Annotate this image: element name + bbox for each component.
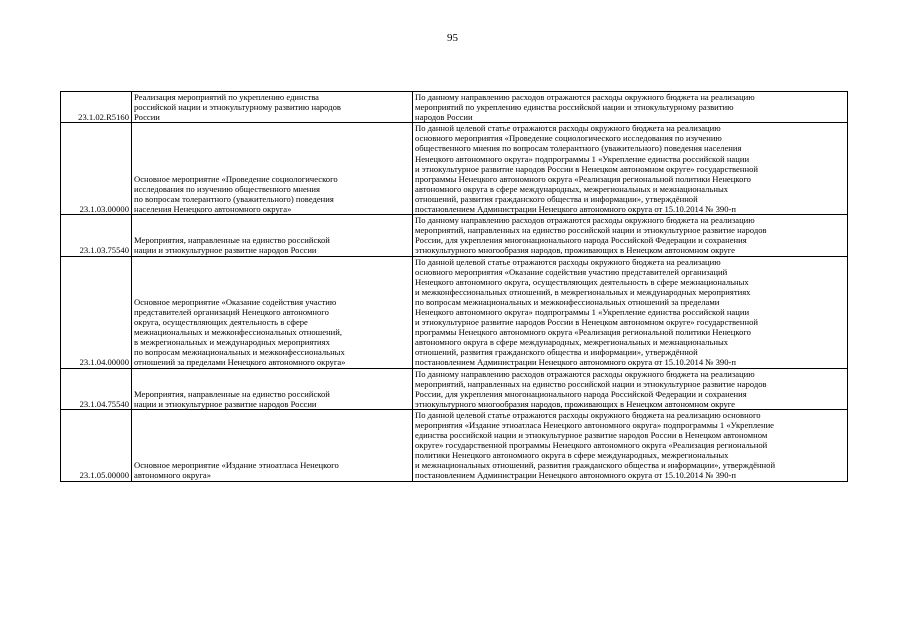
article-name-line: представителей организаций Ненецкого автономного xyxy=(134,306,329,317)
page-number: 95 xyxy=(447,32,458,44)
article-name-line: Основное мероприятие «Проведение социологического xyxy=(134,173,338,184)
description-line: отношений, развития гражданского общества и информации», утверждённой xyxy=(415,347,698,358)
article-name-line: Мероприятия, направленные на единство российской xyxy=(134,388,330,399)
description-line: программы Ненецкого автономного округа «Реализация региональной политики Ненецкого xyxy=(415,327,751,338)
description-line: автономного округа в сфере международных, межрегиональных и межнациональных xyxy=(415,183,729,194)
description-line: единства российской нации и этнокультурное развитие народов России в Ненецком автономном xyxy=(415,430,768,441)
table-row xyxy=(61,92,848,123)
description-line: По данному направлению расходов отражаются расходы окружного бюджета на реализацию xyxy=(415,368,755,379)
description-line: Ненецкого автономного округа, осуществляющих деятельность в сфере межнациональных xyxy=(415,276,749,287)
article-name-cell xyxy=(132,368,413,409)
description-line: народов России xyxy=(415,112,473,123)
article-name-line: межнациональных и межконфессиональных отношений, xyxy=(134,327,343,338)
article-name-line: по вопросам толерантного (уважительного) поведения xyxy=(134,193,334,204)
description-line: России, для укрепления многонационального народа Российской Федерации и сохранения xyxy=(415,388,747,399)
target-code-cell: 23.1.04.75540 xyxy=(61,368,132,409)
article-name-line: Основное мероприятие «Оказание содействия участию xyxy=(134,296,337,307)
article-name-cell xyxy=(132,409,413,481)
table-row xyxy=(61,368,848,409)
description-line: основного мероприятия «Проведение социологического исследования по изучению xyxy=(415,133,722,144)
description-line: общественного мнения по вопросам толерантного (уважительного) поведения населения xyxy=(415,143,742,154)
target-code-cell: 23.1.05.00000 xyxy=(61,409,132,481)
description-line: постановлением Администрации Ненецкого автономного округа от 15.10.2014 № 390-п xyxy=(415,204,736,215)
article-name-line: российской нации и этнокультурному развитию народов xyxy=(134,102,341,113)
description-line: и этнокультурное развитие народов России в Ненецком автономном округе» государственной xyxy=(415,163,758,174)
article-name-line: Реализация мероприятий по укреплению единства xyxy=(134,92,319,102)
article-name-cell xyxy=(132,92,413,123)
description-cell xyxy=(413,256,848,368)
table-row xyxy=(61,409,848,481)
target-code-cell: 23.1.04.00000 xyxy=(61,256,132,368)
article-name-line: отношений за пределами Ненецкого автономного округа» xyxy=(134,357,346,368)
description-cell xyxy=(413,123,848,215)
description-cell xyxy=(413,409,848,481)
description-line: основного мероприятия «Оказание содействия участию представителей организаций xyxy=(415,266,728,277)
description-line: этнокультурного многообразия народов, проживающих в Ненецком автономном округе xyxy=(415,398,735,409)
description-cell xyxy=(413,215,848,256)
description-line: этнокультурного многообразия народов, проживающих в Ненецком автономном округе xyxy=(415,245,735,256)
description-line: мероприятий, направленных на единство российской нации и этнокультурное развитие народов xyxy=(415,225,767,236)
description-line: программы Ненецкого автономного округа «Реализация региональной политики Ненецкого xyxy=(415,173,751,184)
article-name-line: Основное мероприятие «Издание этноатласа Ненецкого xyxy=(134,460,339,471)
description-line: политики Ненецкого автономного округа в сфере международных, межрегиональных xyxy=(415,450,729,461)
description-line: По данному направлению расходов отражаются расходы окружного бюджета на реализацию xyxy=(415,215,755,226)
target-code-cell: 23.1.02.R5160 xyxy=(61,92,132,123)
article-name-line: России xyxy=(134,112,160,123)
target-code-cell: 23.1.03.00000 xyxy=(61,123,132,215)
article-name-line: округа, осуществляющих деятельность в сфере xyxy=(134,317,308,328)
description-line: мероприятия «Издание этноатласа Ненецкого автономного округа» подпрограммы 1 «Укрепление xyxy=(415,420,774,430)
description-line: постановлением Администрации Ненецкого автономного округа от 15.10.2014 № 390-п xyxy=(415,470,736,481)
table-row xyxy=(61,123,848,215)
budget-classification-table xyxy=(60,91,848,482)
description-cell xyxy=(413,368,848,409)
article-name-cell xyxy=(132,215,413,256)
description-line: постановлением Администрации Ненецкого автономного округа от 15.10.2014 № 390-п xyxy=(415,357,736,368)
description-line: округе» государственной программы Ненецкого автономного округа «Реализация региональной xyxy=(415,440,768,451)
article-name-line: исследования по изучению общественного мнения xyxy=(134,183,320,194)
article-name-line: автономного округа» xyxy=(134,470,212,481)
description-line: и межконфессиональных отношений, в межрегиональных и международных мероприятиях xyxy=(415,286,751,297)
description-line: отношений, развития гражданского общества и информации», утверждённой xyxy=(415,193,698,204)
description-line: По данной целевой статье отражаются расходы окружного бюджета на реализацию xyxy=(415,123,721,134)
article-name-line: нации и этнокультурное развитие народов России xyxy=(134,398,317,409)
article-name-cell xyxy=(132,123,413,215)
article-name-line: нации и этнокультурное развитие народов России xyxy=(134,245,317,256)
description-cell xyxy=(413,92,848,123)
description-line: По данной целевой статье отражаются расходы окружного бюджета на реализацию xyxy=(415,256,721,267)
table-body xyxy=(61,92,848,482)
article-name-cell xyxy=(132,256,413,368)
description-line: Ненецкого автономного округа» подпрограммы 1 «Укрепление единства российской нации xyxy=(415,153,750,164)
description-line: По данной целевой статье отражаются расходы окружного бюджета на реализацию основного xyxy=(415,409,761,420)
description-line: По данному направлению расходов отражаются расходы окружного бюджета на реализацию xyxy=(415,92,755,102)
table-row xyxy=(61,256,848,368)
description-line: мероприятий по укреплению единства российской нации и этнокультурному развитию xyxy=(415,102,734,113)
description-line: автономного округа в сфере международных, межрегиональных и межнациональных xyxy=(415,337,729,348)
description-line: мероприятий, направленных на единство российской нации и этнокультурное развитие народов xyxy=(415,378,767,389)
description-line: и межнациональных отношений, развития гражданского общества и информации», утверждённой xyxy=(415,460,776,471)
table-row xyxy=(61,215,848,256)
description-line: Ненецкого автономного округа» подпрограммы 1 «Укрепление единства российской нации xyxy=(415,306,750,317)
article-name-line: по вопросам межнациональных и межконфессиональных xyxy=(134,347,345,358)
description-line: по вопросам межнациональных и межконфессиональных отношений за пределами xyxy=(415,296,720,307)
target-code-cell: 23.1.03.75540 xyxy=(61,215,132,256)
description-line: и этнокультурное развитие народов России в Ненецком автономном округе» государственной xyxy=(415,317,758,328)
article-name-line: в межрегиональных и международных мероприятиях xyxy=(134,337,330,348)
article-name-line: Мероприятия, направленные на единство российской xyxy=(134,235,330,246)
article-name-line: населения Ненецкого автономного округа» xyxy=(134,204,292,215)
description-line: России, для укрепления многонационального народа Российской Федерации и сохранения xyxy=(415,235,747,246)
